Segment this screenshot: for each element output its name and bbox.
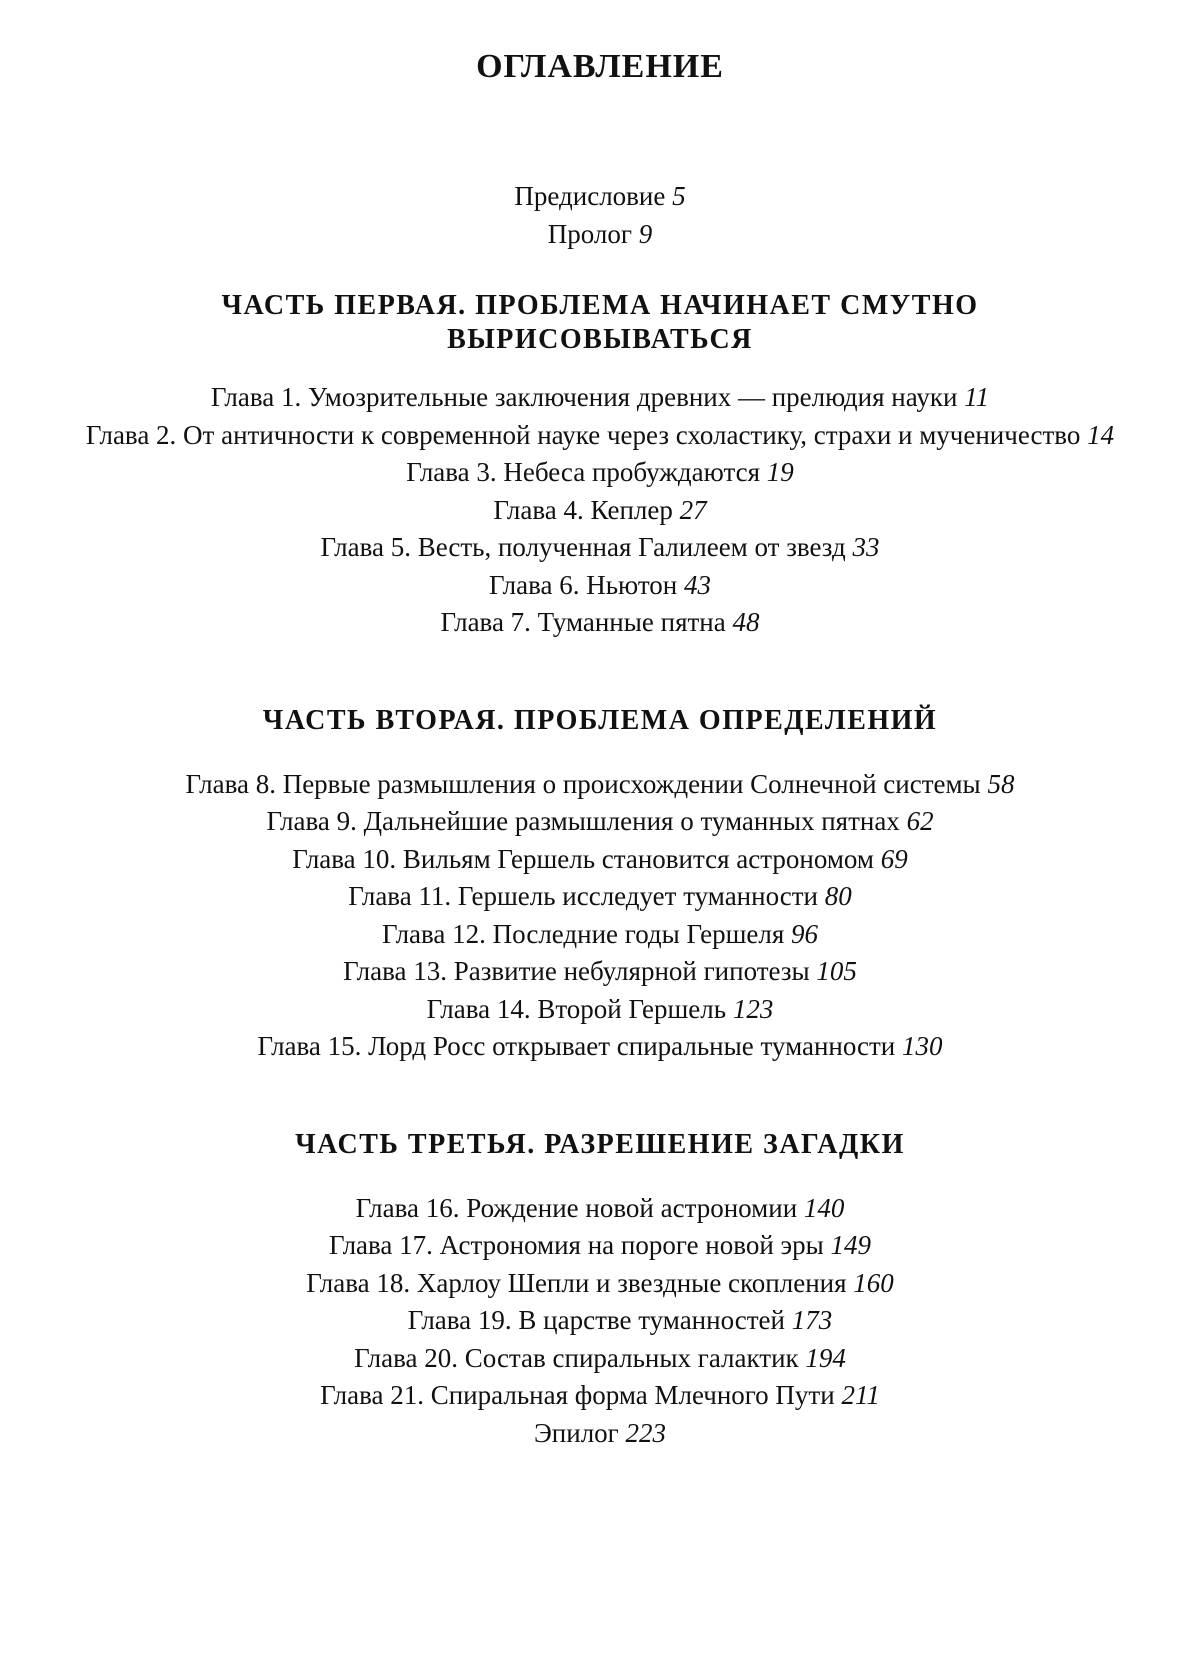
entry-label: Глава 21. Спиральная форма Млечного Пути [320,1380,835,1410]
entry-label: Предисловие [514,181,666,211]
entry-page-number: 58 [987,768,1015,799]
toc-entry [40,417,1160,455]
part-one [40,289,1160,642]
entry-page-number: 48 [732,607,760,637]
toc-entry [40,953,1160,991]
toc-entry [40,604,1160,642]
entry-label: Глава 4. Кеплер [493,494,673,525]
toc-entry [40,766,1160,804]
entry-label: Эпилог [533,1417,619,1448]
toc-entry [40,529,1160,567]
toc-entry [40,492,1160,530]
entry-label: Пролог [547,218,632,249]
front-matter [40,178,1160,253]
entry-page-number: 14 [1087,419,1115,450]
part-two [40,704,1160,1066]
entry-label: Глава 6. Ньютон [489,569,678,600]
entry-label: Глава 11. Гершель исследует туманности [348,881,818,911]
toc-entry [40,1377,1160,1415]
entry-page-number: 9 [638,218,653,249]
entry-page-number: 69 [880,843,908,874]
toc-entry [40,841,1160,879]
part-title-line: ЧАСТЬ ВТОРАЯ. ПРОБЛЕМА ОПРЕДЕЛЕНИЙ [262,704,938,736]
toc-entry [40,1265,1160,1303]
part-one-chapters [40,379,1160,642]
toc-entry [40,991,1160,1029]
entry-page-number: 123 [732,993,774,1024]
toc-entry [40,803,1160,841]
entry-page-number: 173 [791,1305,833,1335]
toc-entry [40,1190,1160,1228]
entry-label: Глава 3. Небеса пробуждаются [406,457,760,487]
entry-label: Глава 19. В царстве туманностей [407,1305,785,1335]
toc-entry [40,454,1160,492]
entry-page-number: 140 [803,1192,845,1223]
part-three-title [40,1128,1160,1162]
entry-label: Глава 12. Последние годы Гершеля [382,918,785,949]
part-title-line: ЧАСТЬ ТРЕТЬЯ. РАЗРЕШЕНИЕ ЗАГАДКИ [295,1128,905,1160]
entry-label: Глава 15. Лорд Росс открывает спиральные туманности [257,1031,896,1061]
entry-page-number: 62 [906,806,934,836]
entry-label: Глава 10. Вильям Гершель становится астрономом [292,843,874,874]
entry-page-number: 223 [625,1417,667,1448]
toc-entry [40,1302,1160,1340]
part-two-title [40,704,1160,738]
entry-page-number: 149 [830,1230,872,1260]
entry-label: Глава 8. Первые размышления о происхождении Солнечной системы [185,768,981,799]
entry-page-number: 27 [679,494,707,525]
entry-page-number: 194 [805,1342,846,1373]
toc-entry [40,379,1160,417]
entry-label: Глава 13. Развитие небулярной гипотезы [343,956,810,986]
entry-label: Глава 17. Астрономия на пороге новой эры [328,1230,824,1260]
toc-entry-prologue [40,216,1160,254]
toc-entry [40,1340,1160,1378]
page-title: ОГЛАВЛЕНИЕ [476,48,724,85]
part-title-line: ЧАСТЬ ПЕРВАЯ. ПРОБЛЕМА НАЧИНАЕТ СМУТНО [221,290,979,321]
entry-page-number: 211 [841,1380,880,1410]
toc-entry [40,567,1160,605]
toc-entry [40,878,1160,916]
entry-label: Глава 7. Туманные пятна [440,607,726,637]
entry-label: Глава 14. Второй Гершель [426,993,727,1024]
entry-page-number: 19 [766,457,794,487]
entry-page-number: 160 [853,1267,894,1298]
toc-entry-preface [40,178,1160,216]
part-two-chapters [40,766,1160,1066]
entry-label: Глава 18. Харлоу Шепли и звездные скопления [306,1267,847,1298]
part-three [40,1128,1160,1453]
toc-entry-epilogue [40,1415,1160,1453]
entry-label: Глава 2. От античности к современной науке через схоластику, страхи и мученичество [85,419,1081,450]
entry-page-number: 11 [964,382,990,412]
part-title-line: ВЫРИСОВЫВАТЬСЯ [447,324,753,355]
entry-page-number: 105 [816,956,857,986]
entry-page-number: 5 [672,181,686,211]
entry-page-number: 96 [791,918,818,949]
entry-label: Глава 20. Состав спиральных галактик [354,1342,799,1373]
part-three-chapters [40,1190,1160,1453]
entry-page-number: 80 [824,881,852,911]
entry-label: Глава 16. Рождение новой астрономии [355,1192,798,1223]
entry-page-number: 33 [852,532,880,562]
entry-label: Глава 1. Умозрительные заключения древних — прелюдия науки [210,382,958,412]
part-one-title [40,289,1160,357]
toc-entry [40,1227,1160,1265]
entry-label: Глава 5. Весть, полученная Галилеем от звезд [320,532,846,562]
entry-page-number: 130 [902,1031,943,1061]
toc-entry [40,1028,1160,1066]
toc-entry [40,916,1160,954]
entry-label: Глава 9. Дальнейшие размышления о туманных пятнах [266,806,900,836]
entry-page-number: 43 [683,569,711,600]
